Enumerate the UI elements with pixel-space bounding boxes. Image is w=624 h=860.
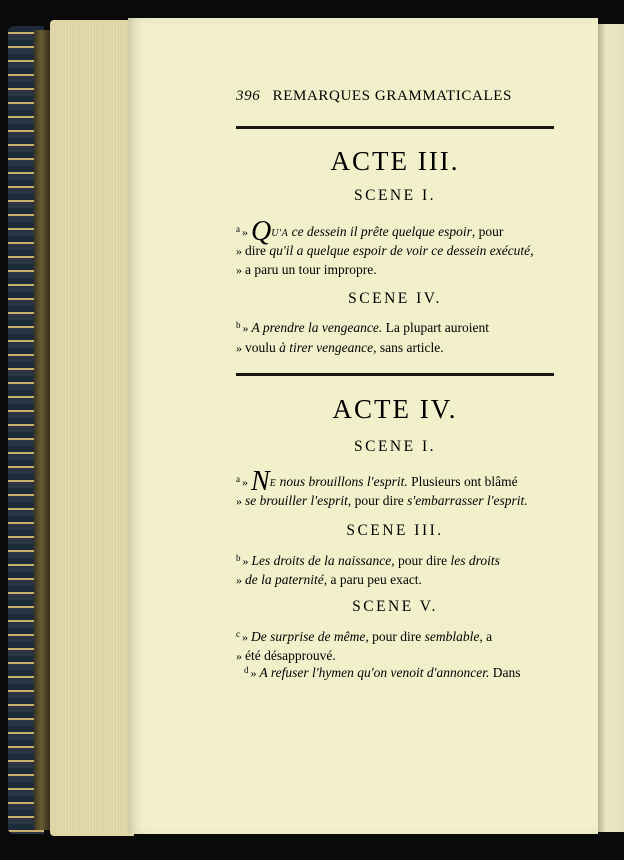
text: , sans article. [373, 340, 444, 355]
quote-mark: » [236, 263, 242, 277]
italic-text: de la paternité [245, 572, 324, 587]
scene-heading: SCENE V. [352, 598, 438, 615]
italic-text: nous brouillons l'esprit. [276, 474, 408, 489]
quote-mark: » [236, 573, 242, 587]
text: Plusieurs ont blâmé [407, 474, 518, 489]
italic-text: A refuser l'hymen qu'on venoit d'annoncer. [259, 665, 490, 680]
text: La plupart auroient [382, 320, 490, 335]
small-caps: E [269, 478, 277, 489]
text-line [236, 553, 560, 569]
facing-page-edge [598, 24, 624, 832]
note-mark: b [236, 320, 241, 330]
italic-text: les droits [450, 553, 500, 568]
text-line [236, 648, 560, 664]
quote-mark: » [236, 494, 242, 508]
quote-mark: » [242, 554, 249, 568]
quote-mark: » [242, 630, 248, 644]
text-line [236, 572, 560, 588]
quote-mark: » [242, 225, 248, 239]
text: , [530, 243, 534, 258]
book-page [128, 18, 598, 834]
italic-text: Les droits de la naissance [251, 553, 392, 568]
text: , pour dire [391, 553, 451, 568]
quote-mark: » [242, 475, 248, 489]
text: a paru un tour impropre. [245, 262, 377, 277]
italic-text: s'embarrasser l'esprit. [407, 493, 528, 508]
running-title: REMARQUES GRAMMATICALES [272, 88, 512, 104]
text: voulu [245, 340, 280, 355]
quote-mark: » [236, 649, 242, 663]
text: , a [479, 629, 493, 644]
scene-heading: SCENE III. [346, 522, 444, 539]
text-line [236, 466, 560, 497]
text-line [236, 629, 560, 645]
text-line [236, 320, 560, 336]
text: été désapprouvé. [245, 648, 336, 663]
page-edges [50, 20, 134, 836]
italic-text: A prendre la vengeance. [251, 320, 383, 335]
note-mark: d [244, 665, 249, 675]
quote-mark: » [236, 341, 242, 355]
text-line [244, 665, 568, 681]
note-mark: a [236, 224, 240, 234]
text-line [236, 493, 560, 509]
text: dire [245, 243, 270, 258]
italic-text: qu'il a quelque espoir de voir ce dessein exécuté [269, 243, 531, 258]
italic-text: semblable [424, 629, 480, 644]
italic-text: ce dessein il prête quelque espoir [288, 224, 472, 239]
small-caps: U'A [271, 228, 289, 239]
quote-mark: » [242, 321, 249, 335]
text: , pour [471, 224, 504, 239]
text: , pour dire [365, 629, 425, 644]
act-rule [236, 373, 554, 376]
header-rule [236, 126, 554, 129]
italic-text: se brouiller l'esprit [245, 493, 348, 508]
scene-heading: SCENE I. [354, 438, 436, 455]
text: Dans [489, 665, 521, 680]
italic-text: De surprise de même [251, 629, 366, 644]
note-mark: c [236, 629, 240, 639]
drop-cap: N [251, 466, 270, 497]
drop-cap: Q [251, 216, 272, 247]
text: , pour dire [347, 493, 408, 508]
act-title: ACTE IV. [332, 394, 458, 424]
text-line [236, 243, 560, 259]
page-number: 396 [236, 88, 261, 104]
note-mark: b [236, 553, 241, 563]
note-mark: a [236, 474, 240, 484]
text: , a paru peu exact. [323, 572, 422, 587]
act-title: ACTE III. [330, 146, 460, 176]
scene-heading: SCENE I. [354, 187, 436, 204]
italic-text: à tirer vengeance [279, 340, 374, 355]
quote-mark: » [236, 244, 242, 258]
text-line [236, 216, 560, 247]
text-line [236, 262, 560, 278]
quote-mark: » [250, 666, 257, 680]
scene-heading: SCENE IV. [348, 290, 442, 307]
text-line [236, 340, 560, 356]
running-head [236, 88, 556, 105]
